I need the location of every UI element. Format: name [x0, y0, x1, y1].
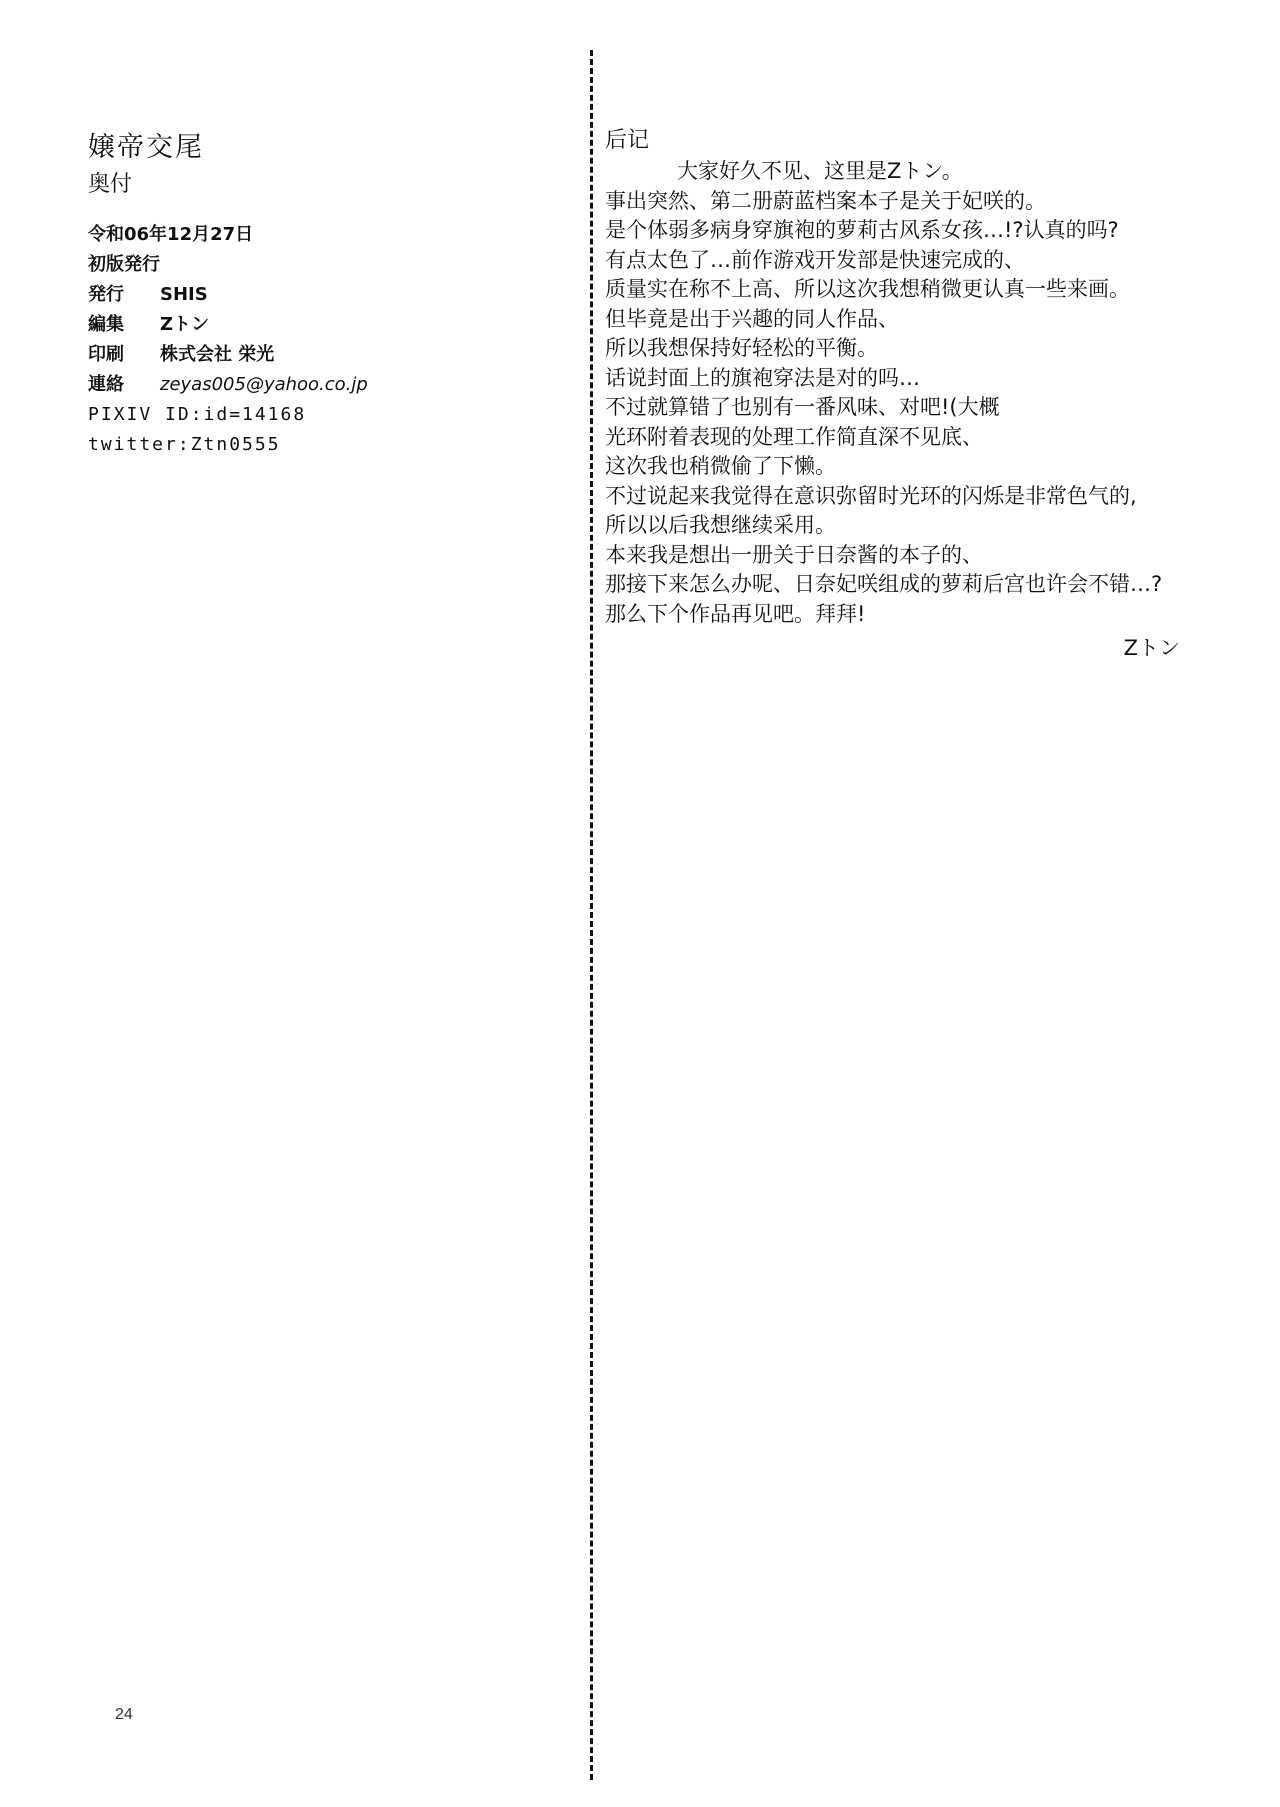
- afterword-line: 这次我也稍微偷了下懒。: [605, 454, 836, 478]
- colophon-row-editor: [88, 310, 508, 340]
- colophon-row-key: 印刷: [88, 344, 124, 365]
- colophon-row-value: Zトン: [160, 314, 210, 335]
- colophon-edition: 初版発行: [88, 254, 160, 275]
- colophon-row-publisher: [88, 280, 508, 310]
- colophon-row-printer: [88, 340, 508, 370]
- colophon-row-contact: [88, 370, 508, 400]
- colophon-row-key: 編集: [88, 314, 124, 335]
- colophon-title: 嬢帝交尾: [88, 132, 204, 163]
- afterword-line: 所以以后我想继续采用。: [605, 513, 836, 537]
- afterword-line: 光环附着表现的处理工作简直深不见底、: [605, 424, 983, 449]
- page-number: 24: [115, 1706, 133, 1723]
- colophon-row-key: 発行: [88, 284, 124, 305]
- colophon-pixiv: PIXIV ID:id=14168: [88, 404, 307, 425]
- colophon-row-value: 株式会社 栄光: [160, 344, 275, 365]
- afterword-line: 本来我是想出一册关于日奈酱的本子的、: [605, 542, 983, 567]
- afterword-line: 那接下来怎么办呢、日奈妃咲组成的萝莉后宫也许会不错…?: [605, 572, 1163, 596]
- colophon-date: 令和06年12月27日: [88, 224, 254, 245]
- afterword-line: 所以我想保持好轻松的平衡。: [605, 336, 878, 360]
- afterword-line: 质量实在称不上高、所以这次我想稍微更认真一些来画。: [605, 277, 1130, 301]
- afterword-line: 但毕竟是出于兴趣的同人作品、: [605, 306, 899, 331]
- afterword-line: 大家好久不见、这里是Zトン。: [677, 159, 963, 183]
- afterword-line: 事出突然、第二册蔚蓝档案本子是关于妃咲的。: [605, 188, 1046, 213]
- afterword-line: 不过说起来我觉得在意识弥留时光环的闪烁是非常色气的,: [605, 483, 1137, 508]
- afterword-heading: 后记: [605, 128, 650, 153]
- afterword-line: 是个体弱多病身穿旗袍的萝莉古风系女孩…!?认真的吗?: [605, 218, 1119, 242]
- afterword-line: 不过就算错了也别有一番风味、对吧!(大概: [605, 395, 1000, 419]
- afterword-line: 有点太色了…前作游戏开发部是快速完成的、: [605, 247, 1025, 272]
- colophon-row-key: 連絡: [88, 374, 124, 395]
- afterword-line: 那么下个作品再见吧。拜拜!: [605, 601, 866, 626]
- afterword: [605, 124, 1235, 665]
- afterword-line: 话说封面上的旗袍穿法是对的吗…: [605, 365, 920, 390]
- afterword-signature: Zトン: [1123, 636, 1180, 660]
- colophon: [88, 130, 508, 460]
- colophon-subtitle: 奥付: [88, 172, 133, 197]
- colophon-twitter: twitter:Ztn0555: [88, 434, 281, 455]
- colophon-row-value: SHIS: [160, 284, 208, 305]
- colophon-contact-email: zeyas005@yahoo.co.jp: [160, 374, 368, 395]
- dashed-divider: [590, 50, 593, 1780]
